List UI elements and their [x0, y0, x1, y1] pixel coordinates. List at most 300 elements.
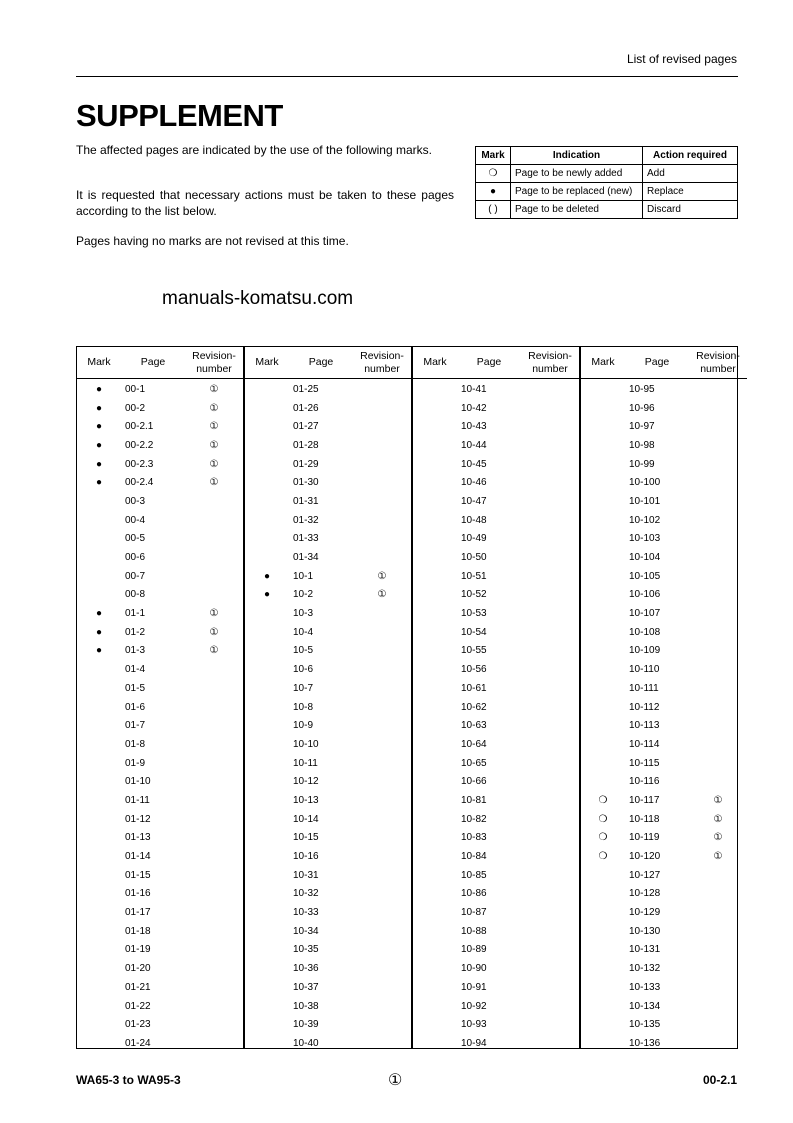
- table-row: [581, 511, 747, 530]
- table-row: [581, 380, 747, 399]
- table-row: [245, 941, 411, 960]
- page-cell: 10-118: [629, 813, 660, 825]
- page-cell: 01-1: [125, 608, 146, 620]
- page-cell: 10-128: [629, 888, 661, 900]
- page-cell: 01-10: [125, 776, 151, 788]
- table-row: [245, 791, 411, 810]
- page-cell: 01-4: [125, 664, 146, 676]
- header-rule: [76, 76, 738, 77]
- table-row: [245, 997, 411, 1016]
- filled-circle-icon: ●: [95, 608, 103, 620]
- table-header: [245, 347, 411, 379]
- table-row: [245, 716, 411, 735]
- table-row: [413, 997, 579, 1016]
- page-cell: 10-89: [461, 944, 487, 956]
- page-cell: 10-14: [293, 813, 319, 825]
- table-row: [245, 866, 411, 885]
- header-revision: Revision- number: [360, 349, 404, 375]
- page-cell: 10-134: [629, 1000, 661, 1012]
- table-row: [245, 492, 411, 511]
- page-cell: 10-5: [293, 645, 314, 657]
- page-cell: 10-97: [629, 421, 655, 433]
- table-row: [581, 660, 747, 679]
- legend-indication: Page to be replaced (new): [511, 183, 643, 201]
- page-cell: 10-16: [293, 851, 319, 863]
- table-row: [413, 530, 579, 549]
- table-row: [581, 791, 747, 810]
- page-cell: 10-86: [461, 888, 487, 900]
- page-cell: 10-31: [293, 869, 319, 881]
- table-row: [245, 1034, 411, 1053]
- header-page: Page: [308, 356, 334, 368]
- page-cell: 01-27: [293, 421, 319, 433]
- page-cell: 10-95: [629, 383, 655, 395]
- page-cell: 10-49: [461, 533, 487, 545]
- table-row: [413, 866, 579, 885]
- page-cell: 01-21: [125, 981, 151, 993]
- page-cell: 01-16: [125, 888, 151, 900]
- revision-1-icon: ①: [209, 645, 219, 657]
- table-row: [581, 829, 747, 848]
- table-row: [245, 1015, 411, 1034]
- table-row: [413, 810, 579, 829]
- page-cell: 10-35: [293, 944, 319, 956]
- page-cell: 00-2.2: [125, 439, 154, 451]
- page-cell: 10-62: [461, 701, 487, 713]
- table-row: [413, 829, 579, 848]
- table-row: [245, 754, 411, 773]
- request-paragraph: It is requested that necessary actions must be taken to these pages according to the list below.: [76, 188, 454, 218]
- page-cell: 01-3: [125, 645, 146, 657]
- table-row: [77, 754, 243, 773]
- table-row: [245, 959, 411, 978]
- page-cell: 01-18: [125, 925, 151, 937]
- table-row: [245, 772, 411, 791]
- page-cell: 10-38: [293, 1000, 319, 1012]
- revision-1-icon: ①: [209, 402, 219, 414]
- table-row: [581, 436, 747, 455]
- page-cell: 10-42: [461, 402, 487, 414]
- page-cell: 10-52: [461, 589, 487, 601]
- legend-row-delete: [476, 201, 738, 219]
- table-row: [581, 810, 747, 829]
- page-cell: 10-56: [461, 664, 487, 676]
- page-cell: 10-37: [293, 981, 319, 993]
- revision-1-icon: ①: [377, 589, 387, 601]
- page-cell: 01-28: [293, 439, 319, 451]
- table-row: [581, 548, 747, 567]
- table-row: [581, 716, 747, 735]
- table-row: [245, 885, 411, 904]
- table-row: [413, 679, 579, 698]
- legend-action: Add: [643, 165, 738, 183]
- table-row: [77, 660, 243, 679]
- footer-page-number: 00-2.1: [702, 1073, 737, 1087]
- table-row: [581, 772, 747, 791]
- page-cell: 10-10: [293, 738, 319, 750]
- filled-circle-icon: ●: [95, 383, 103, 395]
- page-cell: 10-102: [629, 514, 661, 526]
- table-row: [245, 642, 411, 661]
- page-cell: 10-11: [293, 757, 318, 769]
- table-row: [77, 586, 243, 605]
- page-cell: 10-50: [461, 552, 487, 564]
- page-title: SUPPLEMENT: [76, 98, 283, 133]
- page-cell: 01-25: [293, 383, 319, 395]
- table-row: [245, 604, 411, 623]
- page-cell: 10-54: [461, 626, 487, 638]
- filled-circle-icon: ●: [476, 183, 511, 201]
- page-cell: 10-51: [461, 570, 487, 582]
- table-row: [413, 492, 579, 511]
- table-row: [245, 530, 411, 549]
- page-cell: 10-81: [461, 794, 487, 806]
- page-cell: 10-12: [293, 776, 319, 788]
- table-row: [581, 959, 747, 978]
- page-cell: 01-7: [125, 720, 146, 732]
- page-cell: 10-100: [629, 477, 661, 489]
- table-row: [413, 885, 579, 904]
- page-cell: 01-23: [125, 1019, 151, 1031]
- page-cell: 01-31: [293, 495, 319, 507]
- page-cell: 01-12: [125, 813, 151, 825]
- table-row: [77, 642, 243, 661]
- page-cell: 10-64: [461, 738, 487, 750]
- page-cell: 10-55: [461, 645, 487, 657]
- table-row: [413, 642, 579, 661]
- page-cell: 00-7: [125, 570, 146, 582]
- table-row: [413, 380, 579, 399]
- header-revision: Revision- number: [696, 349, 740, 375]
- table-row: [581, 567, 747, 586]
- page-cell: 10-39: [293, 1019, 319, 1031]
- filled-circle-icon: ●: [95, 439, 103, 451]
- table-row: [413, 698, 579, 717]
- table-row: [413, 623, 579, 642]
- table-row: [413, 922, 579, 941]
- table-row: [413, 436, 579, 455]
- page-cell: 00-6: [125, 552, 146, 564]
- table-row: [581, 922, 747, 941]
- page-cell: 00-2.4: [125, 477, 154, 489]
- page-cell: 01-24: [125, 1037, 151, 1049]
- table-row: [581, 399, 747, 418]
- page-cell: 01-29: [293, 458, 319, 470]
- page-cell: 10-45: [461, 458, 487, 470]
- table-row: [413, 1034, 579, 1053]
- table-row: [77, 417, 243, 436]
- revision-1-icon: ①: [713, 832, 723, 844]
- page-cell: 10-34: [293, 925, 319, 937]
- page-cell: 10-120: [629, 851, 661, 863]
- table-row: [413, 567, 579, 586]
- header-mark: Mark: [423, 356, 447, 368]
- table-row: [77, 455, 243, 474]
- legend-header-indication: Indication: [511, 147, 643, 165]
- page-cell: 10-46: [461, 477, 487, 489]
- page-cell: 10-136: [629, 1037, 661, 1049]
- page-cell: 10-91: [461, 981, 487, 993]
- table-row: [581, 903, 747, 922]
- table-row: [77, 847, 243, 866]
- filled-circle-icon: ●: [95, 402, 103, 414]
- legend-action: Replace: [643, 183, 738, 201]
- page-cell: 10-109: [629, 645, 661, 657]
- page-cell: 01-33: [293, 533, 319, 545]
- table-row: [413, 417, 579, 436]
- legend-row-replace: [476, 183, 738, 201]
- page-cell: 10-101: [629, 495, 661, 507]
- table-row: [581, 492, 747, 511]
- table-row: [77, 604, 243, 623]
- legend-header-mark: Mark: [476, 147, 511, 165]
- page-cell: 10-33: [293, 907, 319, 919]
- table-row: [413, 1015, 579, 1034]
- page-cell: 10-94: [461, 1037, 487, 1049]
- page-cell: 01-32: [293, 514, 319, 526]
- page-cell: 10-114: [629, 738, 660, 750]
- page-cell: 10-87: [461, 907, 487, 919]
- table-row: [413, 903, 579, 922]
- revision-1-icon: ①: [209, 477, 219, 489]
- table-row: [245, 903, 411, 922]
- legend-action: Discard: [643, 201, 738, 219]
- watermark: manuals-komatsu.com: [162, 288, 354, 309]
- page-cell: 01-15: [125, 869, 151, 881]
- table-row: [581, 997, 747, 1016]
- page-cell: 10-98: [629, 439, 655, 451]
- revision-1-icon: ①: [377, 570, 387, 582]
- page-cell: 10-66: [461, 776, 487, 788]
- page-cell: 00-2.3: [125, 458, 154, 470]
- table-row: [77, 922, 243, 941]
- table-row: [581, 754, 747, 773]
- table-row: [245, 548, 411, 567]
- revision-1-icon: ①: [713, 851, 723, 863]
- table-row: [245, 829, 411, 848]
- table-row: [581, 417, 747, 436]
- page-cell: 01-17: [125, 907, 151, 919]
- table-row: [77, 1015, 243, 1034]
- table-row: [245, 473, 411, 492]
- table-row: [77, 473, 243, 492]
- table-column-group: [413, 347, 581, 1048]
- page-cell: 00-2: [125, 402, 146, 414]
- table-row: [581, 530, 747, 549]
- table-row: [245, 922, 411, 941]
- mark-legend-table: [475, 146, 738, 219]
- table-row: [77, 829, 243, 848]
- revised-pages-table: [76, 346, 738, 1049]
- page-cell: 00-4: [125, 514, 146, 526]
- page-cell: 01-14: [125, 851, 151, 863]
- table-row: [245, 679, 411, 698]
- table-header: [77, 347, 243, 379]
- revision-1-icon: ①: [209, 421, 219, 433]
- table-row: [413, 978, 579, 997]
- page-cell: 01-22: [125, 1000, 151, 1012]
- revision-1-icon: ①: [209, 439, 219, 451]
- header-page: Page: [476, 356, 502, 368]
- table-row: [413, 941, 579, 960]
- table-row: [245, 567, 411, 586]
- table-row: [581, 455, 747, 474]
- filled-circle-icon: ●: [95, 626, 103, 638]
- page-cell: 01-34: [293, 552, 319, 564]
- page-cell: 10-36: [293, 963, 319, 975]
- revision-1-icon: ①: [713, 794, 723, 806]
- table-row: [581, 642, 747, 661]
- table-row: [77, 941, 243, 960]
- page-cell: 10-6: [293, 664, 314, 676]
- page-cell: 01-2: [125, 626, 146, 638]
- open-circle-icon: ❍: [598, 794, 608, 806]
- table-column-group: [77, 347, 245, 1048]
- header-mark: Mark: [255, 356, 279, 368]
- table-row: [77, 997, 243, 1016]
- page-cell: 10-112: [629, 701, 660, 713]
- page-cell: 00-8: [125, 589, 146, 601]
- page-cell: 01-20: [125, 963, 151, 975]
- page-cell: 10-82: [461, 813, 487, 825]
- page-cell: 10-13: [293, 794, 319, 806]
- header-mark: Mark: [591, 356, 615, 368]
- table-row: [581, 885, 747, 904]
- page-cell: 10-9: [293, 720, 314, 732]
- header-page: Page: [140, 356, 166, 368]
- page-cell: 10-104: [629, 552, 661, 564]
- table-row: [77, 978, 243, 997]
- page-cell: 10-61: [461, 682, 487, 694]
- table-row: [77, 679, 243, 698]
- table-row: [581, 1015, 747, 1034]
- page-cell: 10-106: [629, 589, 661, 601]
- table-row: [77, 623, 243, 642]
- filled-circle-icon: ●: [95, 458, 103, 470]
- table-row: [581, 847, 747, 866]
- table-row: [77, 810, 243, 829]
- table-row: [581, 604, 747, 623]
- table-row: [77, 380, 243, 399]
- table-row: [245, 978, 411, 997]
- page-cell: 10-83: [461, 832, 487, 844]
- filled-circle-icon: ●: [95, 645, 103, 657]
- table-row: [413, 959, 579, 978]
- page-cell: 01-13: [125, 832, 151, 844]
- filled-circle-icon: ●: [263, 570, 271, 582]
- table-row: [245, 417, 411, 436]
- table-row: [77, 735, 243, 754]
- page-cell: 10-115: [629, 757, 660, 769]
- filled-circle-icon: ●: [95, 477, 103, 489]
- table-row: [413, 511, 579, 530]
- header-mark: Mark: [87, 356, 111, 368]
- table-row: [581, 679, 747, 698]
- open-circle-icon: ❍: [598, 813, 608, 825]
- revision-1-icon: ①: [209, 383, 219, 395]
- page-cell: 10-8: [293, 701, 314, 713]
- page-cell: 10-90: [461, 963, 487, 975]
- page-cell: 10-108: [629, 626, 661, 638]
- footer-revision-icon: ①: [388, 1072, 403, 1089]
- table-row: [413, 586, 579, 605]
- page-cell: 10-44: [461, 439, 487, 451]
- table-row: [413, 847, 579, 866]
- table-row: [581, 735, 747, 754]
- table-row: [77, 436, 243, 455]
- table-row: [245, 810, 411, 829]
- page-cell: 10-40: [293, 1037, 319, 1049]
- table-row: [581, 866, 747, 885]
- legend-header-action: Action required: [643, 147, 738, 165]
- open-circle-icon: ❍: [476, 165, 511, 183]
- table-row: [77, 885, 243, 904]
- table-row: [77, 511, 243, 530]
- page-cell: 01-26: [293, 402, 319, 414]
- page-cell: 10-127: [629, 869, 661, 881]
- page-cell: 10-85: [461, 869, 487, 881]
- revision-1-icon: ①: [713, 813, 723, 825]
- page-cell: 01-8: [125, 738, 146, 750]
- open-circle-icon: ❍: [598, 832, 608, 844]
- table-row: [581, 1034, 747, 1053]
- filled-circle-icon: ●: [263, 589, 271, 601]
- table-row: [413, 791, 579, 810]
- page-cell: 10-130: [629, 925, 661, 937]
- page-cell: 10-96: [629, 402, 655, 414]
- table-row: [245, 660, 411, 679]
- open-circle-icon: ❍: [598, 851, 608, 863]
- table-row: [581, 623, 747, 642]
- table-row: [77, 530, 243, 549]
- page-cell: 10-53: [461, 608, 487, 620]
- table-row: [77, 716, 243, 735]
- page-cell: 10-92: [461, 1000, 487, 1012]
- table-row: [245, 847, 411, 866]
- page-cell: 10-2: [293, 589, 314, 601]
- table-row: [413, 399, 579, 418]
- table-row: [77, 567, 243, 586]
- page-cell: 10-1: [293, 570, 314, 582]
- header-revision: Revision- number: [528, 349, 572, 375]
- table-row: [245, 399, 411, 418]
- table-row: [413, 772, 579, 791]
- table-row: [413, 455, 579, 474]
- footer-model: WA65-3 to WA95-3: [76, 1073, 181, 1087]
- page-cell: 10-105: [629, 570, 661, 582]
- table-row: [413, 473, 579, 492]
- table-row: [245, 455, 411, 474]
- page-cell: 10-135: [629, 1019, 661, 1031]
- page-cell: 10-88: [461, 925, 487, 937]
- table-row: [245, 511, 411, 530]
- page-cell: 10-131: [629, 944, 661, 956]
- page-cell: 10-48: [461, 514, 487, 526]
- table-row: [77, 698, 243, 717]
- table-row: [413, 716, 579, 735]
- table-row: [77, 772, 243, 791]
- page-cell: 10-7: [293, 682, 314, 694]
- page-cell: 10-119: [629, 832, 660, 844]
- table-header: [581, 347, 747, 379]
- revision-1-icon: ①: [209, 626, 219, 638]
- table-row: [245, 586, 411, 605]
- table-row: [245, 436, 411, 455]
- table-row: [245, 735, 411, 754]
- table-row: [413, 548, 579, 567]
- page-cell: 10-99: [629, 458, 655, 470]
- page-cell: 01-5: [125, 682, 146, 694]
